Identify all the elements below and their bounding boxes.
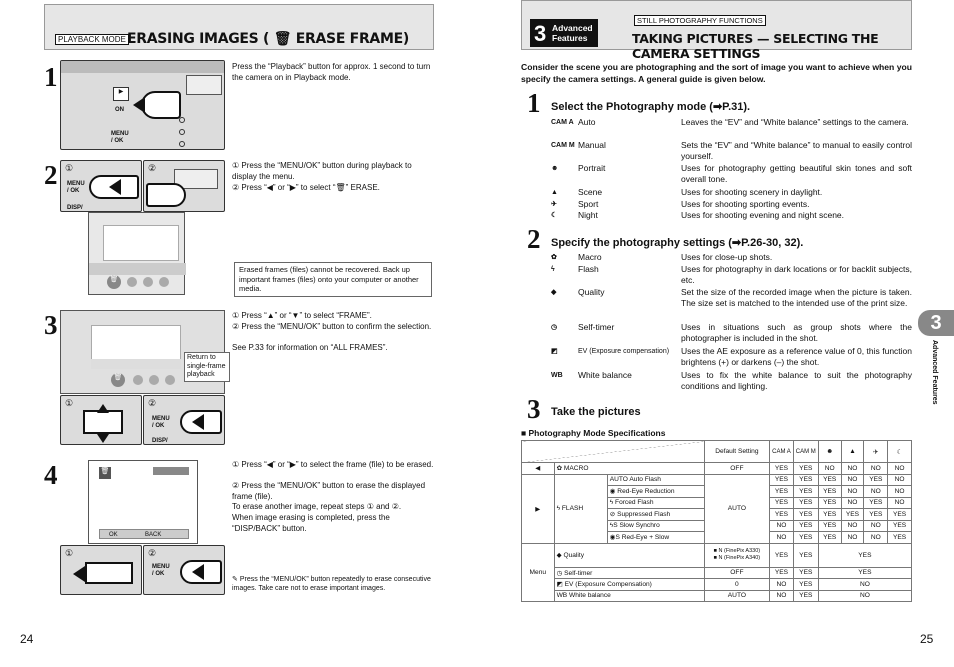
mode-icon: ☻: [551, 165, 559, 172]
step-3-camera-illustration-1: ①: [60, 395, 142, 445]
mode-icon: ▲: [551, 189, 558, 196]
setting-description: Uses for photography getting beautiful skin tones and soft overall tone.: [681, 163, 912, 184]
step-1-camera-illustration: [60, 60, 225, 150]
step-3-number: 3: [44, 310, 58, 340]
right-page-title: TAKING PICTURES — SELECTING THE CAMERA SETTINGS: [632, 31, 879, 61]
step-3-camera-illustration-2: ② MENU / OK DISP/: [143, 395, 225, 445]
chapter-badge: [530, 19, 598, 47]
photography-mode-spec-table: [521, 440, 912, 602]
power-button: ▶: [113, 87, 129, 101]
mode-icon: ◩: [551, 348, 558, 355]
step-4-camera-illustration-1: ①: [60, 545, 142, 595]
step-3-text-2: ② Press the “MENU/OK” button to confirm the selection.: [232, 322, 432, 331]
on-label: ON: [115, 107, 124, 113]
table-row: ⊘ Suppressed Flash YES YES YES YES YES YES: [522, 509, 912, 521]
setting-description: Uses for close-up shots.: [681, 252, 773, 262]
setting-description: Leaves the “EV” and “White balance” settings to the camera.: [681, 117, 909, 127]
trash-icon: 🗑: [273, 31, 292, 47]
chapter-number: 3: [534, 21, 547, 46]
step-1-number: 1: [44, 62, 58, 92]
sec2-heading: Specify the photography settings (➡P.26-30, 32).: [551, 237, 804, 249]
tip-icon: ✎: [232, 576, 238, 583]
step-4-camera-illustration-2: ② MENU / OK: [143, 545, 225, 595]
lcd-back-label: BACK: [145, 532, 162, 538]
step-2-camera-illustration-1: ① MENU / OK DISP/: [60, 160, 142, 212]
step-2-text-2: ② Press “◀” or “▶” to select “🗑” ERASE.: [232, 183, 380, 192]
mode-icon: ☾: [551, 212, 558, 219]
setting-name: Macro: [578, 252, 602, 262]
setting-name: Night: [578, 210, 598, 220]
mode-icon: CAM M: [551, 142, 575, 149]
setting-description: Uses for photography in dark locations or for backlit subjects, etc.: [681, 264, 912, 285]
mode-icon: ϟ: [551, 266, 555, 273]
default-setting-header: Default Setting: [704, 441, 769, 463]
still-photography-tag: STILL PHOTOGRAPHY FUNCTIONS: [634, 15, 766, 26]
mode-auto-icon: CAM A: [770, 441, 794, 463]
table-row: ◷ Self-timer OFF YES YES YES: [522, 567, 912, 579]
right-page-number: 25: [920, 632, 934, 646]
setting-name: Flash: [578, 264, 599, 274]
mode-icon: WB: [551, 372, 563, 379]
sec1-number: 1: [527, 88, 541, 118]
finger-press-icon: [141, 91, 181, 119]
setting-description: Sets the “EV” and “White balance” to manual to easily control yourself.: [681, 140, 912, 161]
step-4-lcd: [88, 460, 198, 544]
step-2-text-1: ① Press the “MENU/OK” button during playback to display the menu.: [232, 161, 412, 181]
right-title-bar: [521, 0, 912, 61]
return-callout: Return to single-frame playback: [184, 352, 230, 382]
trash-icon: 🗑: [107, 275, 121, 289]
lcd-ok-label: OK: [109, 532, 118, 538]
left-page-title: ERASING IMAGES ( 🗑 ERASE FRAME): [127, 31, 409, 47]
setting-description: Set the size of the recorded image when the picture is taken. The size set is matched to the intended use of the print size.: [681, 287, 912, 308]
menu-ok-label: MENU / OK: [111, 131, 129, 144]
step-3-text-1: ① Press “▲” or “▼” to select “FRAME”.: [232, 311, 372, 320]
mode-icon: ◆: [551, 289, 557, 296]
setting-description: Uses for shooting sporting events.: [681, 199, 810, 209]
setting-name: Manual: [578, 140, 606, 150]
intro-text: Consider the scene you are photographing and the sort of image you want to achieve when you specify the camera settings. A general guide is given below.: [521, 62, 912, 84]
trash-icon: 🗑: [99, 467, 111, 479]
playback-mode-tag: PLAYBACK MODE: [55, 34, 129, 45]
side-tab-label: Advanced Features: [931, 340, 938, 405]
mode-night-icon: ☾: [888, 441, 912, 463]
table-header-row: [522, 441, 912, 463]
mode-icon: ◷: [551, 324, 558, 331]
setting-description: Uses the AE exposure as a reference value of 0, this function brightens (+) or darkens (–) the shot.: [681, 346, 912, 367]
warning-note: Erased frames (files) cannot be recovered. Back up important frames (files) onto your computer or another media.: [234, 262, 432, 297]
sec3-heading: Take the pictures: [551, 406, 641, 418]
table-row: ◉ Red-Eye Reduction YES YES YES NO NO NO: [522, 486, 912, 498]
table-row: ◉S Red-Eye + Slow NO YES YES NO NO YES: [522, 532, 912, 544]
table-row: WB White balance AUTO NO YES NO: [522, 590, 912, 602]
sec2-number: 2: [527, 224, 541, 254]
setting-description: Uses in situations such as group shots where the photographer is included in the shot.: [681, 322, 912, 343]
mode-manual-icon: CAM M: [793, 441, 818, 463]
step-2-lcd-menu: [88, 212, 185, 295]
table-row: ϟS Slow Synchro NO YES YES NO NO YES: [522, 520, 912, 532]
setting-description: Uses for shooting evening and night scene.: [681, 210, 845, 220]
mode-icon: CAM A: [551, 119, 574, 126]
spec-heading: ■ Photography Mode Specifications: [521, 428, 666, 438]
step-2-camera-illustration-2: ②: [143, 160, 225, 212]
setting-name: Auto: [578, 117, 596, 127]
table-row: ◀ ✿ MACRO OFF YES YES NO NO NO NO: [522, 463, 912, 475]
trash-icon: 🗑: [111, 373, 125, 387]
left-title-bar: [44, 4, 434, 50]
setting-name: Scene: [578, 187, 603, 197]
table-row: ◩ EV (Exposure Compensation) 0 NO YES NO: [522, 579, 912, 591]
mode-portrait-icon: ☻: [818, 441, 841, 463]
table-row: Menu ◆ Quality ■ N (FinePix A330) ■ N (FinePix A340) YES YES YES: [522, 543, 912, 567]
chapter-side-tab: 3: [918, 310, 954, 336]
tip-note: ✎ Press the “MENU/OK” button repeatedly to erase consecutive images. Take care not to erase important images.: [232, 576, 431, 592]
setting-name: White balance: [578, 370, 632, 380]
sec3-number: 3: [527, 394, 541, 424]
setting-description: Uses to fix the white balance to suit the photography conditions and lighting.: [681, 370, 912, 391]
mode-icon: ✈: [551, 201, 557, 208]
sec1-heading: Select the Photography mode (➡P.31).: [551, 101, 751, 113]
arrow-up-icon: [97, 404, 109, 413]
step-3-text-3: See P.33 for information on “ALL FRAMES”.: [232, 343, 388, 352]
setting-name: Quality: [578, 287, 605, 297]
left-page-number: 24: [20, 632, 34, 646]
chapter-label: Advanced Features: [552, 23, 593, 43]
mode-sport-icon: ✈: [864, 441, 888, 463]
step-4-text-4: When image erasing is completed, press the “DISP/BACK” button.: [232, 513, 390, 533]
setting-name: Sport: [578, 199, 599, 209]
step-4-number: 4: [44, 460, 58, 490]
mode-scene-icon: ▲: [841, 441, 864, 463]
step-1-text: Press the “Playback” button for approx. 1 second to turn the camera on in Playback mode.: [232, 62, 431, 82]
table-row: ▶ ϟ FLASH AUTO Auto Flash AUTO YES YES YES NO YES NO: [522, 474, 912, 486]
arrow-left-icon: [73, 566, 85, 582]
setting-name: Self-timer: [578, 322, 615, 332]
step-4-text-2: ② Press the “MENU/OK” button to erase the displayed frame (file).: [232, 481, 426, 501]
step-2-number: 2: [44, 160, 58, 190]
step-4-text-1: ① Press “◀” or “▶” to select the frame (file) to be erased.: [232, 460, 434, 469]
setting-name: EV (Exposure compensation): [578, 348, 670, 355]
setting-name: Portrait: [578, 163, 606, 173]
arrow-left-icon: [133, 97, 145, 113]
table-row: ϟ Forced Flash YES YES YES NO YES NO: [522, 497, 912, 509]
setting-description: Uses for shooting scenery in daylight.: [681, 187, 823, 197]
step-4-text-3: To erase another image, repeat steps ① and ②.: [232, 502, 402, 511]
arrow-down-icon: [97, 434, 109, 443]
mode-icon: ✿: [551, 254, 557, 261]
